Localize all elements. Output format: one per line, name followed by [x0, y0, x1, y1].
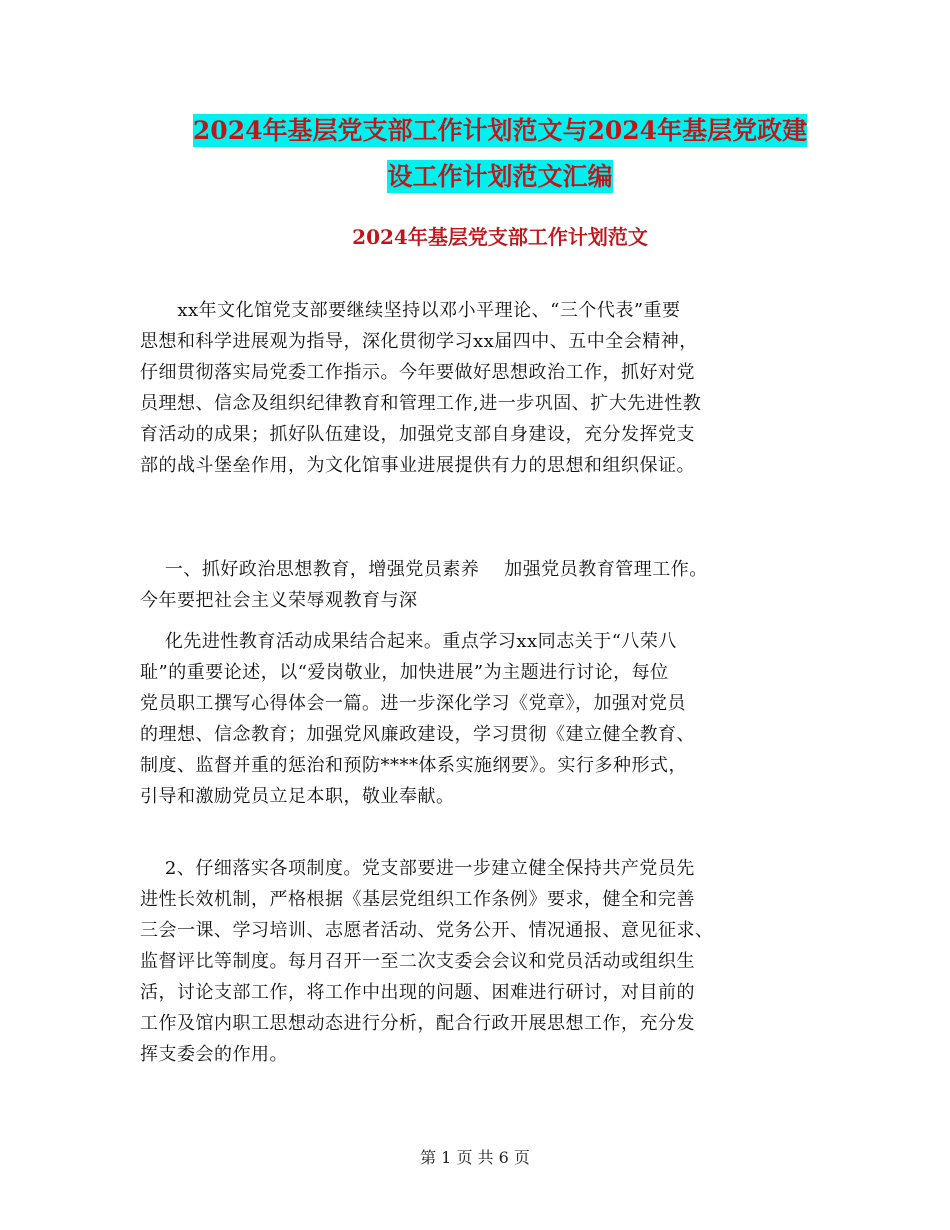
paragraph-study-content: 化先进性教育活动成果结合起来。重点学习xx同志关于“八荣八 耻”的重要论述，以“爱岗敬业，加快进展”为主题进行讨论，每位 党员职工撰写心得体会一篇。进一步深化学习《党章》，加强对党员 的理想、信念教育；加强党风廉政建设，学习贯彻《建立健全教育、 制度、监督并重的惩治和预防****体系实施纲要》。实行多种形式， 引导和激励党员立足本职，敬业奉献。: [140, 631, 695, 807]
document-title-line-2: 设工作计划范文汇编: [387, 162, 613, 191]
section-heading: 2024年基层党支部工作计划范文: [352, 225, 648, 249]
document-title: [120, 108, 880, 200]
page-number-footer: 第 1 页 共 6 页: [420, 1148, 530, 1167]
paragraph-section-two: 2、仔细落实各项制度。党支部要进一步建立健全保持共产党员先 进性长效机制，严格根据《基层党组织工作条例》要求，健全和完善 三会一课、学习培训、志愿者活动、党务公开、情况通报、意见征求、 监督评比等制度。每月召开一至二次支委会会议和党员活动或组织生 活，讨论支部工作，将工作中出现的问题、困难进行研讨，对目前的 工作及馆内职工思想动态进行分析，配合行政开展思想工作，充分发 挥支委会的作用。: [140, 858, 714, 1065]
paragraph-section-one: 一、抓好政治思想教育，增强党员素养 加强党员教育管理工作。 今年要把社会主义荣辱观教育与深: [140, 559, 708, 611]
document-title-line-1: 2024年基层党支部工作计划范文与2024年基层党政建: [192, 116, 808, 145]
paragraph-intro: xx年文化馆党支部要继续坚持以邓小平理论、“三个代表”重要 思想和科学进展观为指导，深化贯彻学习xx届四中、五中全会精神， 仔细贯彻落实局党委工作指示。今年要做好思想政治工作，抓好对党 员理想、信念及组织纪律教育和管理工作,进一步巩固、扩大先进性教 育活动的成果；抓好队伍建设，加强党支部自身建设，充分发挥党支 部的战斗堡垒作用，为文化馆事业进展提供有力的思想和组织保证。: [140, 300, 702, 476]
